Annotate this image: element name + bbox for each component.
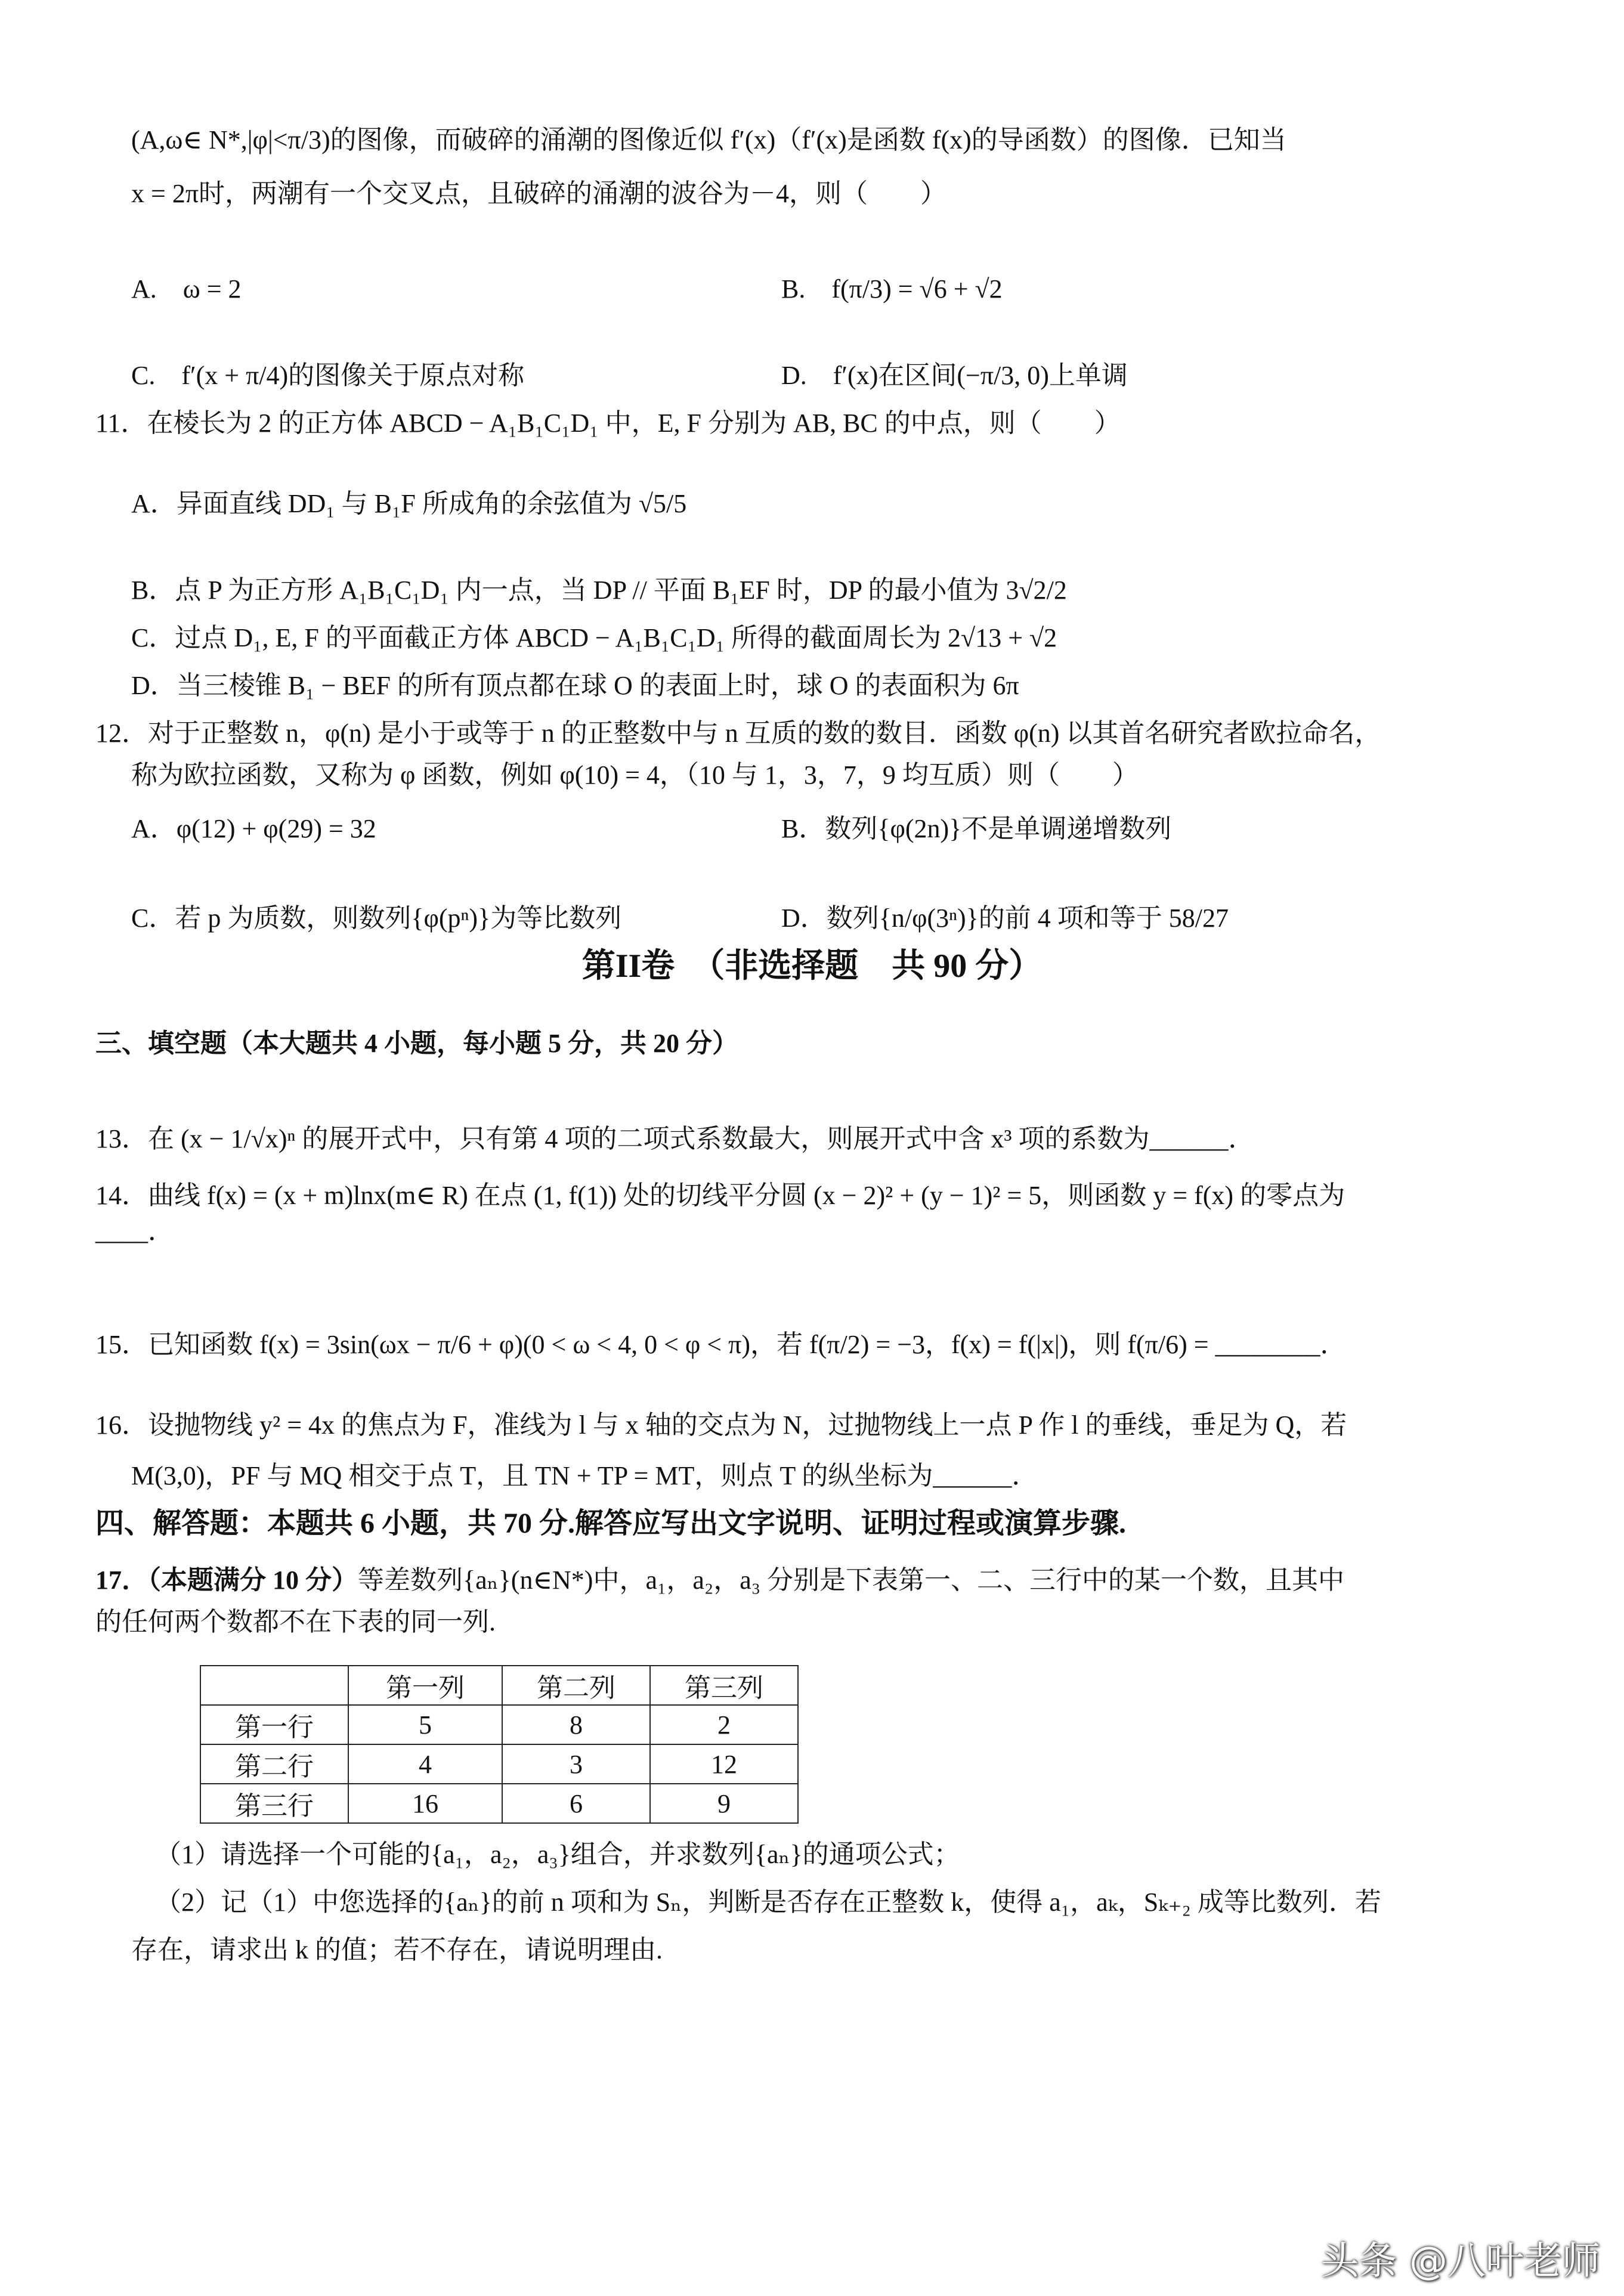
q10-option-c: C. f′(x + π/4)的图像关于原点对称 <box>131 361 525 390</box>
table-row <box>200 1744 798 1784</box>
table-header-row <box>200 1666 798 1705</box>
table-header-cell: 第一列 <box>348 1666 502 1705</box>
part2-title: 第II卷 （非选择题 共 90 分） <box>581 948 1043 985</box>
q17-part2-line1: （2）记（1）中您选择的{aₙ}的前 n 项和为 Sₙ，判断是否存在正整数 k，使得 a₁，aₖ，Sₖ₊₂ 成等比数列．若 <box>155 1887 1381 1917</box>
table-cell: 8 <box>502 1705 650 1744</box>
q11-option-a: A．异面直线 DD₁ 与 B₁F 所成角的余弦值为 √5/5 <box>131 489 687 518</box>
table-row <box>200 1705 798 1744</box>
table-row <box>200 1784 798 1823</box>
q10-option-b: B. f(π/3) = √6 + √2 <box>781 274 1003 304</box>
q17-part1: （1）请选择一个可能的{a₁，a₂，a₃}组合，并求数列{aₙ}的通项公式； <box>155 1840 960 1869</box>
q16-line2: M(3,0)，PF 与 MQ 相交于点 T，且 TN + TP = MT，则点 T 的纵坐标为______． <box>131 1461 1038 1490</box>
q17-stem-line1: 等差数列{aₙ}(n∈N*)中，a₁，a₂，a₃ 分别是下表第一、二、三行中的某一个数，且其中 <box>358 1565 1345 1595</box>
q11-option-b: B．点 P 为正方形 A₁B₁C₁D₁ 内一点，当 DP // 平面 B₁EF 时，DP 的最小值为 3√2/2 <box>131 575 1067 605</box>
q17-part2-line2: 存在，请求出 k 的值；若不存在，请说明理由. <box>131 1935 663 1964</box>
q11-option-c: C．过点 D₁, E, F 的平面截正方体 ABCD − A₁B₁C₁D₁ 所得的截面周长为 2√13 + √2 <box>131 623 1057 652</box>
watermark-text: 头条 @八叶老师 <box>1320 2239 1600 2283</box>
table-cell: 第二行 <box>200 1744 348 1784</box>
q10-line1: (A,ω∈ N*,|φ|<π/3)的图像，而破碎的涌潮的图像近似 f′(x)（f′(x)是函数 f(x)的导函数）的图像．已知当 <box>131 125 1286 154</box>
q11-option-d: D．当三棱锥 B₁ − BEF 的所有顶点都在球 O 的表面上时，球 O 的表面积为 6π <box>131 671 1019 700</box>
q17-table <box>200 1665 799 1824</box>
table-header-cell: 第二列 <box>502 1666 650 1705</box>
q17-stem-line2: 的任何两个数都不在下表的同一列. <box>95 1607 496 1636</box>
table-header-cell: 第三列 <box>650 1666 798 1705</box>
q11-stem: 11．在棱长为 2 的正方体 ABCD − A₁B₁C₁D₁ 中，E, F 分别为 AB, BC 的中点，则（ ） <box>95 409 1121 438</box>
q16-line1: 16．设抛物线 y² = 4x 的焦点为 F，准线为 l 与 x 轴的交点为 N，过抛物线上一点 P 作 l 的垂线，垂足为 Q，若 <box>95 1410 1347 1440</box>
table-cell: 2 <box>650 1705 798 1744</box>
q12-option-d: D．数列{n/φ(3ⁿ)}的前 4 项和等于 58/27 <box>781 903 1229 933</box>
q15: 15．已知函数 f(x) = 3sin(ωx − π/6 + φ)(0 < ω < 4, 0 < φ < π)，若 f(π/2) = −3，f(x) = f(|x|)，则 f(π/6) = ________． <box>95 1330 1347 1359</box>
q10-option-a: A. ω = 2 <box>131 274 242 304</box>
table-cell: 4 <box>348 1744 502 1784</box>
q12-stem-line2: 称为欧拉函数，又称为 φ 函数，例如 φ(10) = 4，（10 与 1，3，7，9 均互质）则（ ） <box>131 760 1139 790</box>
q13: 13．在 (x − 1/√x)ⁿ 的展开式中，只有第 4 项的二项式系数最大，则展开式中含 x³ 项的系数为______． <box>95 1124 1255 1153</box>
table-cell: 12 <box>650 1744 798 1784</box>
q12-option-c: C．若 p 为质数，则数列{φ(pⁿ)}为等比数列 <box>131 903 622 933</box>
table-cell: 16 <box>348 1784 502 1823</box>
table-cell: 3 <box>502 1744 650 1784</box>
table-cell: 第一行 <box>200 1705 348 1744</box>
table-cell: 6 <box>502 1784 650 1823</box>
q14-line2: ____． <box>95 1217 174 1246</box>
q14-line1: 14．曲线 f(x) = (x + m)lnx(m∈ R) 在点 (1, f(1)) 处的切线平分圆 (x − 2)² + (y − 1)² = 5，则函数 y = f(x) 的零点为 <box>95 1181 1345 1210</box>
table-cell: 第三行 <box>200 1784 348 1823</box>
q12-option-a: A．φ(12) + φ(29) = 32 <box>131 814 376 843</box>
q12-option-b: B．数列{φ(2n)}不是单调递增数列 <box>781 814 1172 843</box>
table-cell: 9 <box>650 1784 798 1823</box>
section4-heading: 四、解答题：本题共 6 小题，共 70 分.解答应写出文字说明、证明过程或演算步骤. <box>95 1508 1127 1539</box>
table-cell: 5 <box>348 1705 502 1744</box>
q10-option-d: D. f′(x)在区间(−π/3, 0)上单调 <box>781 361 1128 390</box>
q17-head: 17．（本题满分 10 分） <box>95 1565 358 1595</box>
q10-line2: x = 2π时，两潮有一个交叉点，且破碎的涌潮的波谷为－4，则（ ） <box>131 179 947 208</box>
q12-stem-line1: 12．对于正整数 n，φ(n) 是小于或等于 n 的正整数中与 n 互质的数的数目．函数 φ(n) 以其首名研究者欧拉命名， <box>95 719 1381 748</box>
table-header-cell <box>200 1666 348 1705</box>
section3-heading: 三、填空题（本大题共 4 小题，每小题 5 分，共 20 分） <box>95 1029 738 1058</box>
